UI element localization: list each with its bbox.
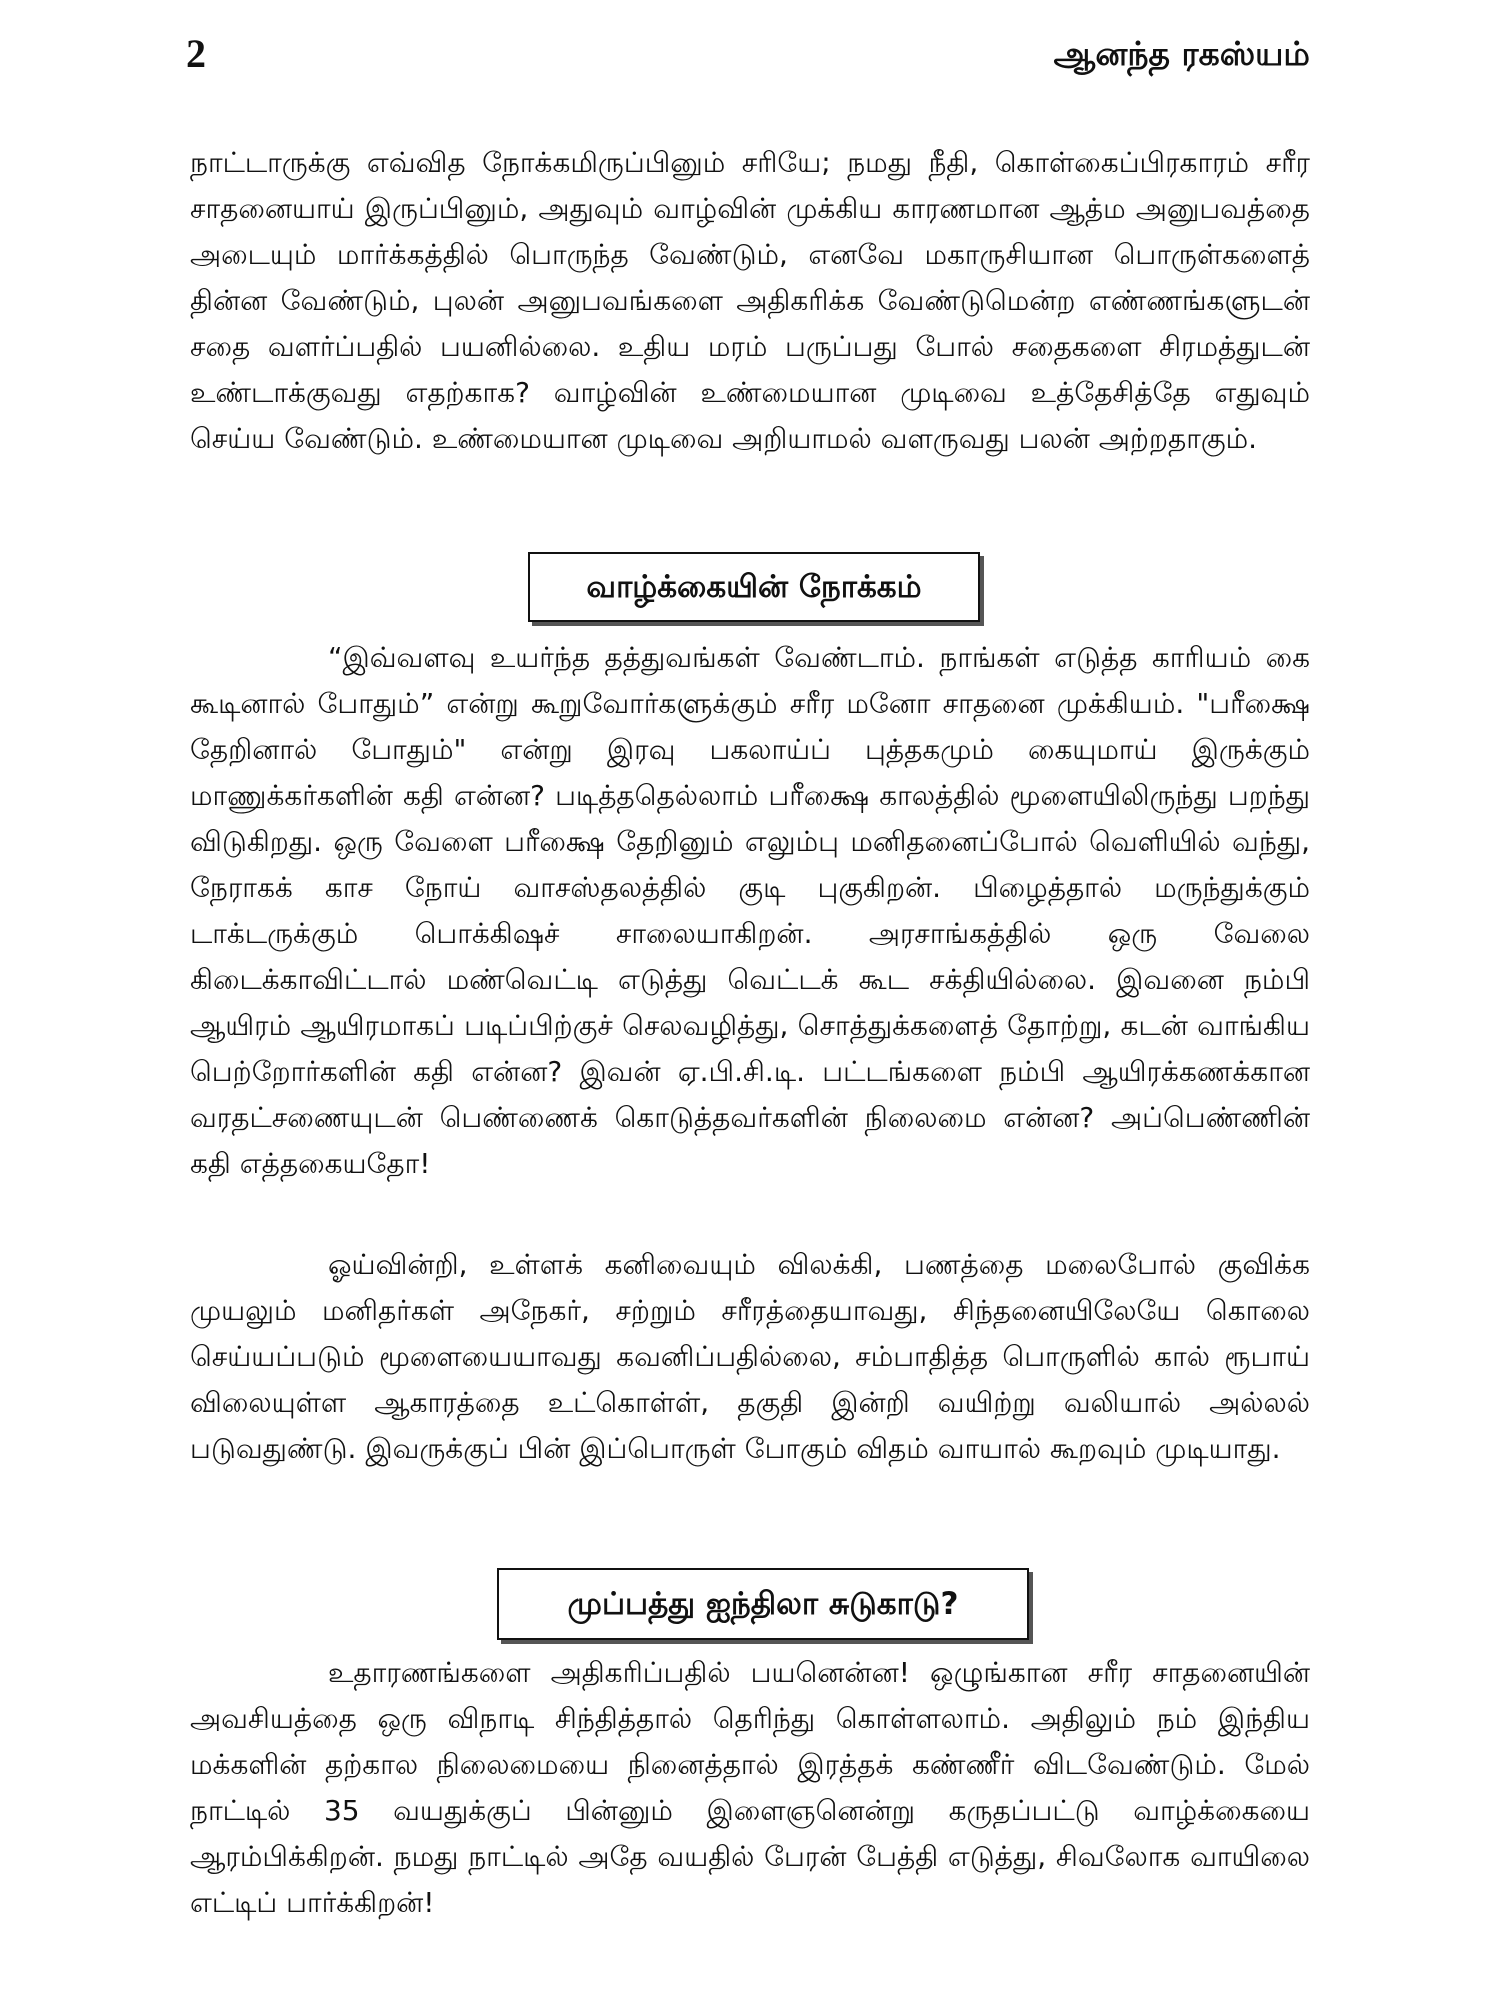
- paragraph-intro: நாட்டாருக்கு எவ்வித நோக்கமிருப்பினும் சரியே; நமது நீதி, கொள்கைப்பிரகாரம் சரீர சாதனையாய் இருப்பினும், அதுவும் வாழ்வின் முக்கிய காரணமான ஆத்ம அனுபவத்தை அடையும் மார்க்கத்தில் பொருந்த வேண்டும், எனவே மகாருசியான பொருள்களைத் தின்ன வேண்டும், புலன் அனுபவங்களை அதிகரிக்க வேண்டுமென்ற எண்ணங்களுடன் சதை வளர்ப்பதில் பயனில்லை. உதிய மரம் பருப்பது போல் சதைகளை சிரமத்துடன் உண்டாக்குவது எதற்காக? வாழ்வின் உண்மையான முடிவை உத்தேசித்தே எதுவும் செய்ய வேண்டும். உண்மையான முடிவை அறியாமல் வளருவது பலன் அற்றதாகும்.: [190, 146, 1310, 455]
- section-heading-text: வாழ்க்கையின் நோக்கம்: [586, 569, 922, 605]
- section-heading-purpose-of-life: [528, 552, 980, 622]
- paragraph-students: “இவ்வளவு உயர்ந்த தத்துவங்கள் வேண்டாம். நாங்கள் எடுத்த காரியம் கை கூடினால் போதும்” என்று கூறுவோர்களுக்கும் சரீர மனோ சாதனை முக்கியம். "பரீக்ஷை தேறினால் போதும்" என்று இரவு பகலாய்ப் புத்தகமும் கையுமாய் இருக்கும் மாணுக்கர்களின் கதி என்ன? படித்ததெல்லாம் பரீக்ஷை காலத்தில் மூளையிலிருந்து பறந்து விடுகிறது. ஒரு வேளை பரீக்ஷை தேறினும் எலும்பு மனிதனைப்போல் வெளியில் வந்து, நேராகக் காச நோய் வாசஸ்தலத்தில் குடி புகுகிறன். பிழைத்தால் மருந்துக்கும் டாக்டருக்கும் பொக்கிஷச் சாலையாகிறன். அரசாங்கத்தில் ஒரு வேலை கிடைக்காவிட்டால் மண்வெட்டி எடுத்து வெட்டக் கூட சக்தியில்லை. இவனை நம்பி ஆயிரம் ஆயிரமாகப் படிப்பிற்குச் செலவழித்து, சொத்துக்களைத் தோற்று, கடன் வாங்கிய பெற்றோர்களின் கதி என்ன? இவன் ஏ.பி.சி.டி. பட்டங்களை நம்பி ஆயிரக்கணக்கான வரதட்சணையுடன் பெண்ணைக் கொடுத்தவர்களின் நிலைமை என்ன? அப்பெண்ணின் கதி எத்தகையதோ!: [190, 641, 1310, 1180]
- running-head-title: ஆனந்த ரகஸ்யம்: [1053, 34, 1310, 73]
- section-heading-text: முப்பத்து ஐந்திலா சுடுகாடு?: [567, 1586, 959, 1622]
- page-number: 2: [186, 31, 206, 76]
- paragraph-examples: உதாரணங்களை அதிகரிப்பதில் பயனென்ன! ஒழுங்கான சரீர சாதனையின் அவசியத்தை ஒரு விநாடி சிந்தித்தால் தெரிந்து கொள்ளலாம். அதிலும் நம் இந்திய மக்களின் தற்கால நிலைமையை நினைத்தால் இரத்தக் கண்ணீர் விடவேண்டும். மேல் நாட்டில் 35 வயதுக்குப் பின்னும் இளைஞனென்று கருதப்பட்டு வாழ்க்கையை ஆரம்பிக்கிறன். நமது நாட்டில் அதே வயதில் பேரன் பேத்தி எடுத்து, சிவலோக வாயிலை எட்டிப் பார்க்கிறன்!: [190, 1656, 1310, 1919]
- paragraph-wealth-seekers: ஓய்வின்றி, உள்ளக் கனிவையும் விலக்கி, பணத்தை மலைபோல் குவிக்க முயலும் மனிதர்கள் அநேகர், சற்றும் சரீரத்தையாவது, சிந்தனையிலேயே கொலை செய்யப்படும் மூளையையாவது கவனிப்பதில்லை, சம்பாதித்த பொருளில் கால் ரூபாய் விலையுள்ள ஆகாரத்தை உட்கொள்ள், தகுதி இன்றி வயிற்று வலியால் அல்லல் படுவதுண்டு. இவருக்குப் பின் இப்பொருள் போகும் விதம் வாயால் கூறவும் முடியாது.: [190, 1248, 1310, 1465]
- section-heading-cremation-at-35: [497, 1568, 1029, 1640]
